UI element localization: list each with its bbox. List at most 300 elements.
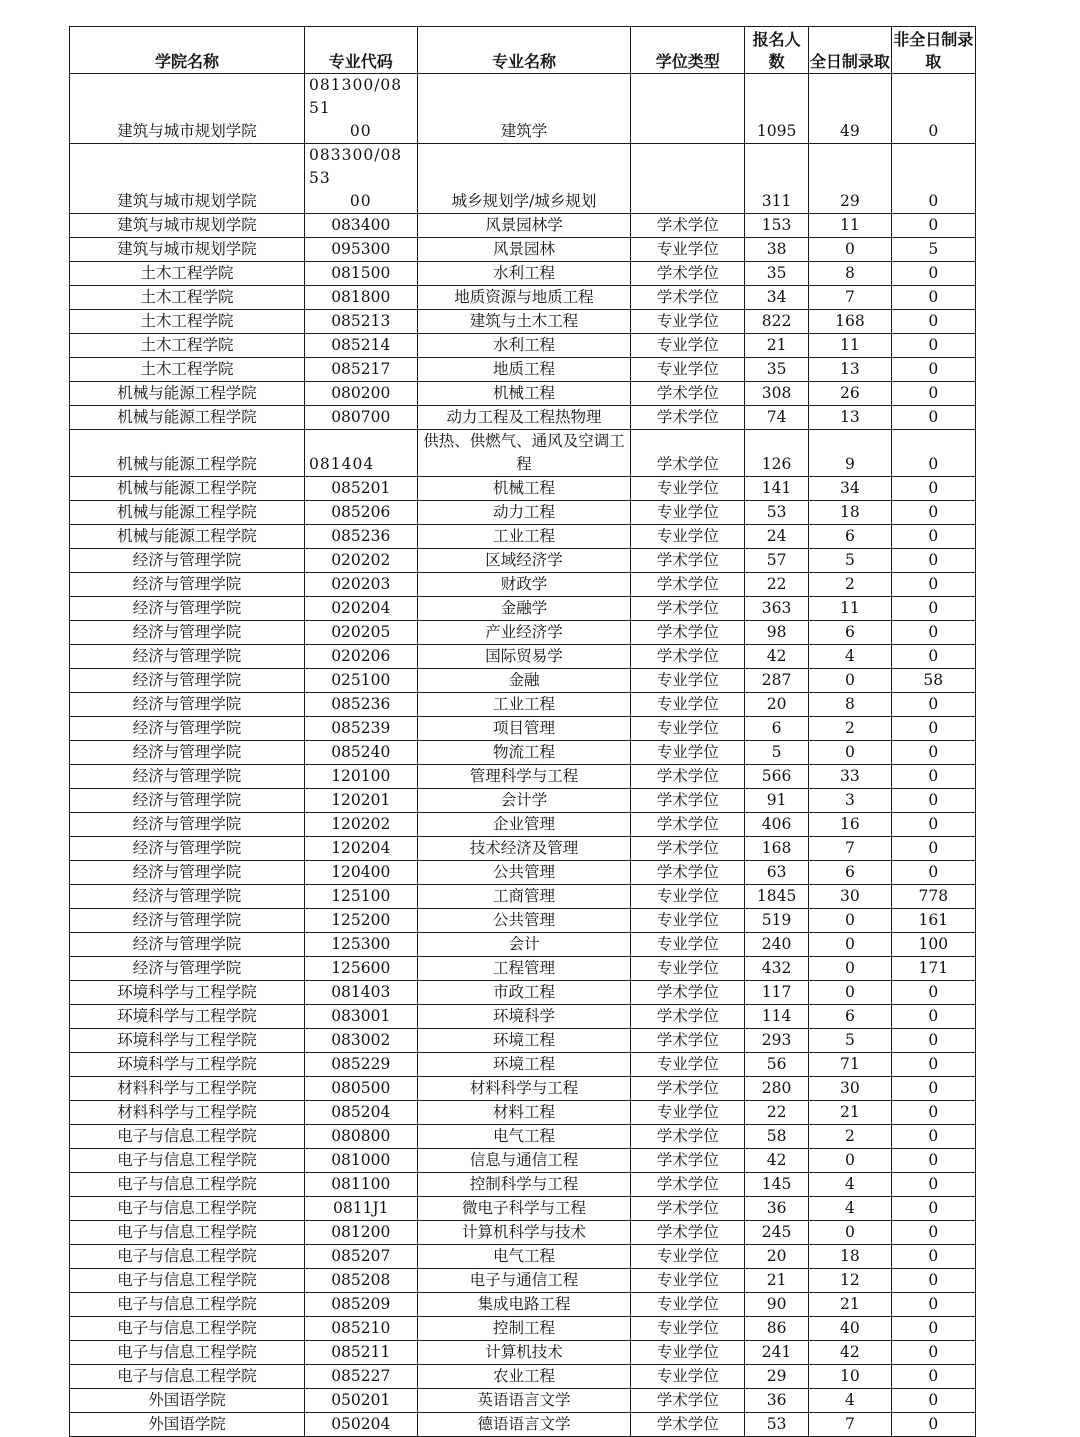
major-name-cell: 国际贸易学 xyxy=(417,645,631,669)
applicants-cell: 126 xyxy=(744,430,808,477)
applicants-cell: 98 xyxy=(744,621,808,645)
parttime-admitted-cell: 0 xyxy=(891,1101,975,1125)
degree-type-cell: 专业学位 xyxy=(631,358,745,382)
major-code-cell: 085229 xyxy=(305,1053,417,1077)
college-cell: 土木工程学院 xyxy=(70,262,305,286)
major-name-cell: 德语语言文学 xyxy=(417,1413,631,1437)
major-name-cell: 技术经济及管理 xyxy=(417,837,631,861)
table-row xyxy=(70,1317,976,1341)
table-row xyxy=(70,477,976,501)
applicants-cell: 519 xyxy=(744,909,808,933)
parttime-admitted-cell: 0 xyxy=(891,74,975,144)
table-row xyxy=(70,1293,976,1317)
parttime-admitted-cell: 0 xyxy=(891,645,975,669)
applicants-cell: 22 xyxy=(744,1101,808,1125)
parttime-admitted-cell: 0 xyxy=(891,1197,975,1221)
parttime-admitted-cell: 0 xyxy=(891,621,975,645)
fulltime-admitted-cell: 42 xyxy=(809,1341,891,1365)
fulltime-admitted-cell: 21 xyxy=(809,1101,891,1125)
major-name-cell: 金融学 xyxy=(417,597,631,621)
table-row xyxy=(70,1269,976,1293)
college-cell: 经济与管理学院 xyxy=(70,837,305,861)
fulltime-admitted-cell: 30 xyxy=(809,885,891,909)
table-row xyxy=(70,525,976,549)
fulltime-admitted-cell: 2 xyxy=(809,717,891,741)
parttime-admitted-cell: 778 xyxy=(891,885,975,909)
major-code-cell: 085240 xyxy=(305,741,417,765)
college-cell: 经济与管理学院 xyxy=(70,957,305,981)
parttime-admitted-cell: 0 xyxy=(891,334,975,358)
degree-type-cell: 学术学位 xyxy=(631,981,745,1005)
parttime-admitted-cell: 100 xyxy=(891,933,975,957)
college-cell: 土木工程学院 xyxy=(70,286,305,310)
fulltime-admitted-cell: 0 xyxy=(809,909,891,933)
table-row xyxy=(70,1389,976,1413)
major-code-cell: 081100 xyxy=(305,1173,417,1197)
applicants-cell: 63 xyxy=(744,861,808,885)
major-code-cell: 085209 xyxy=(305,1293,417,1317)
major-name-cell: 地质工程 xyxy=(417,358,631,382)
header-degree-type: 学位类型 xyxy=(631,27,745,74)
table-row xyxy=(70,501,976,525)
major-name-cell: 电气工程 xyxy=(417,1125,631,1149)
applicants-cell: 114 xyxy=(744,1005,808,1029)
header-major-name: 专业名称 xyxy=(417,27,631,74)
parttime-admitted-cell: 0 xyxy=(891,382,975,406)
degree-type-cell: 学术学位 xyxy=(631,382,745,406)
major-code-cell: 120100 xyxy=(305,765,417,789)
major-name-cell: 建筑与土木工程 xyxy=(417,310,631,334)
major-name-cell: 集成电路工程 xyxy=(417,1293,631,1317)
college-cell: 电子与信息工程学院 xyxy=(70,1365,305,1389)
degree-type-cell: 专业学位 xyxy=(631,477,745,501)
header-major-code: 专业代码 xyxy=(305,27,417,74)
table-row xyxy=(70,286,976,310)
table-row xyxy=(70,621,976,645)
college-cell: 电子与信息工程学院 xyxy=(70,1221,305,1245)
fulltime-admitted-cell: 4 xyxy=(809,1197,891,1221)
major-code-cell: 085208 xyxy=(305,1269,417,1293)
fulltime-admitted-cell: 7 xyxy=(809,1413,891,1437)
college-cell: 建筑与城市规划学院 xyxy=(70,214,305,238)
applicants-cell: 145 xyxy=(744,1173,808,1197)
degree-type-cell: 学术学位 xyxy=(631,573,745,597)
applicants-cell: 90 xyxy=(744,1293,808,1317)
college-cell: 外国语学院 xyxy=(70,1389,305,1413)
major-name-cell: 公共管理 xyxy=(417,909,631,933)
major-code-cell: 085204 xyxy=(305,1101,417,1125)
parttime-admitted-cell: 0 xyxy=(891,214,975,238)
college-cell: 机械与能源工程学院 xyxy=(70,430,305,477)
major-code-cell: 125600 xyxy=(305,957,417,981)
major-name-cell: 机械工程 xyxy=(417,382,631,406)
degree-type-cell: 专业学位 xyxy=(631,909,745,933)
degree-type-cell: 学术学位 xyxy=(631,1005,745,1029)
degree-type-cell: 学术学位 xyxy=(631,1149,745,1173)
fulltime-admitted-cell: 168 xyxy=(809,310,891,334)
major-code-cell: 020202 xyxy=(305,549,417,573)
degree-type-cell: 专业学位 xyxy=(631,310,745,334)
major-name-cell: 农业工程 xyxy=(417,1365,631,1389)
table-row xyxy=(70,885,976,909)
table-row xyxy=(70,1221,976,1245)
fulltime-admitted-cell: 3 xyxy=(809,789,891,813)
major-name-cell: 财政学 xyxy=(417,573,631,597)
table-row xyxy=(70,1029,976,1053)
major-name-cell: 管理科学与工程 xyxy=(417,765,631,789)
major-name-cell: 工业工程 xyxy=(417,693,631,717)
college-cell: 建筑与城市规划学院 xyxy=(70,238,305,262)
major-code-cell: 081403 xyxy=(305,981,417,1005)
table-row xyxy=(70,1245,976,1269)
degree-type-cell: 专业学位 xyxy=(631,1317,745,1341)
fulltime-admitted-cell: 0 xyxy=(809,981,891,1005)
major-code-cell: 085236 xyxy=(305,693,417,717)
college-cell: 机械与能源工程学院 xyxy=(70,501,305,525)
college-cell: 电子与信息工程学院 xyxy=(70,1269,305,1293)
college-cell: 电子与信息工程学院 xyxy=(70,1173,305,1197)
table-row xyxy=(70,669,976,693)
fulltime-admitted-cell: 71 xyxy=(809,1053,891,1077)
fulltime-admitted-cell: 34 xyxy=(809,477,891,501)
parttime-admitted-cell: 0 xyxy=(891,789,975,813)
parttime-admitted-cell: 0 xyxy=(891,1341,975,1365)
fulltime-admitted-cell: 7 xyxy=(809,286,891,310)
major-code-cell: 080800 xyxy=(305,1125,417,1149)
table-row xyxy=(70,1365,976,1389)
table-row xyxy=(70,957,976,981)
major-name-cell: 环境工程 xyxy=(417,1053,631,1077)
applicants-cell: 21 xyxy=(744,1269,808,1293)
applicants-cell: 36 xyxy=(744,1389,808,1413)
fulltime-admitted-cell: 5 xyxy=(809,549,891,573)
college-cell: 经济与管理学院 xyxy=(70,549,305,573)
applicants-cell: 35 xyxy=(744,262,808,286)
major-code-cell: 085210 xyxy=(305,1317,417,1341)
major-name-cell: 环境工程 xyxy=(417,1029,631,1053)
applicants-cell: 406 xyxy=(744,813,808,837)
fulltime-admitted-cell: 8 xyxy=(809,262,891,286)
degree-type-cell: 专业学位 xyxy=(631,1101,745,1125)
degree-type-cell: 学术学位 xyxy=(631,549,745,573)
major-code-cell: 020204 xyxy=(305,597,417,621)
degree-type-cell: 专业学位 xyxy=(631,1053,745,1077)
table-row xyxy=(70,789,976,813)
applicants-cell: 822 xyxy=(744,310,808,334)
major-code-cell: 120201 xyxy=(305,789,417,813)
college-cell: 经济与管理学院 xyxy=(70,645,305,669)
parttime-admitted-cell: 0 xyxy=(891,1125,975,1149)
fulltime-admitted-cell: 49 xyxy=(809,74,891,144)
parttime-admitted-cell: 0 xyxy=(891,813,975,837)
applicants-cell: 53 xyxy=(744,1413,808,1437)
degree-type-cell xyxy=(631,74,745,144)
major-code-cell: 080700 xyxy=(305,406,417,430)
degree-type-cell: 学术学位 xyxy=(631,406,745,430)
college-cell: 经济与管理学院 xyxy=(70,597,305,621)
major-name-cell: 工程管理 xyxy=(417,957,631,981)
major-name-cell: 材料工程 xyxy=(417,1101,631,1125)
college-cell: 经济与管理学院 xyxy=(70,741,305,765)
parttime-admitted-cell: 0 xyxy=(891,144,975,214)
college-cell: 电子与信息工程学院 xyxy=(70,1293,305,1317)
parttime-admitted-cell: 0 xyxy=(891,861,975,885)
parttime-admitted-cell: 161 xyxy=(891,909,975,933)
fulltime-admitted-cell: 6 xyxy=(809,1005,891,1029)
table-row xyxy=(70,549,976,573)
major-code-cell: 081000 xyxy=(305,1149,417,1173)
degree-type-cell: 学术学位 xyxy=(631,430,745,477)
admission-statistics-table xyxy=(69,26,976,1437)
fulltime-admitted-cell: 6 xyxy=(809,621,891,645)
parttime-admitted-cell: 0 xyxy=(891,1317,975,1341)
applicants-cell: 29 xyxy=(744,1365,808,1389)
major-code-cell: 085227 xyxy=(305,1365,417,1389)
parttime-admitted-cell: 0 xyxy=(891,1053,975,1077)
table-row xyxy=(70,597,976,621)
parttime-admitted-cell: 0 xyxy=(891,1389,975,1413)
degree-type-cell: 专业学位 xyxy=(631,693,745,717)
major-name-cell: 工商管理 xyxy=(417,885,631,909)
major-name-cell: 物流工程 xyxy=(417,741,631,765)
major-code-cell: 080500 xyxy=(305,1077,417,1101)
table-row xyxy=(70,1101,976,1125)
fulltime-admitted-cell: 13 xyxy=(809,358,891,382)
college-cell: 环境科学与工程学院 xyxy=(70,1005,305,1029)
table-row xyxy=(70,1341,976,1365)
college-cell: 电子与信息工程学院 xyxy=(70,1125,305,1149)
applicants-cell: 20 xyxy=(744,693,808,717)
table-row xyxy=(70,382,976,406)
fulltime-admitted-cell: 26 xyxy=(809,382,891,406)
major-code-cell: 080200 xyxy=(305,382,417,406)
college-cell: 经济与管理学院 xyxy=(70,861,305,885)
college-cell: 机械与能源工程学院 xyxy=(70,477,305,501)
college-cell: 经济与管理学院 xyxy=(70,933,305,957)
applicants-cell: 57 xyxy=(744,549,808,573)
degree-type-cell: 专业学位 xyxy=(631,741,745,765)
table-row xyxy=(70,645,976,669)
degree-type-cell: 学术学位 xyxy=(631,861,745,885)
applicants-cell: 56 xyxy=(744,1053,808,1077)
degree-type-cell: 学术学位 xyxy=(631,1125,745,1149)
college-cell: 经济与管理学院 xyxy=(70,909,305,933)
major-name-cell: 工业工程 xyxy=(417,525,631,549)
applicants-cell: 21 xyxy=(744,334,808,358)
fulltime-admitted-cell: 4 xyxy=(809,645,891,669)
applicants-cell: 74 xyxy=(744,406,808,430)
table-row xyxy=(70,144,976,214)
table-row xyxy=(70,1413,976,1437)
table-row xyxy=(70,1149,976,1173)
degree-type-cell: 学术学位 xyxy=(631,1029,745,1053)
table-row xyxy=(70,262,976,286)
college-cell: 经济与管理学院 xyxy=(70,885,305,909)
applicants-cell: 36 xyxy=(744,1197,808,1221)
applicants-cell: 293 xyxy=(744,1029,808,1053)
college-cell: 机械与能源工程学院 xyxy=(70,406,305,430)
major-name-cell: 微电子科学与工程 xyxy=(417,1197,631,1221)
applicants-cell: 38 xyxy=(744,238,808,262)
degree-type-cell: 学术学位 xyxy=(631,262,745,286)
major-name-cell: 动力工程 xyxy=(417,501,631,525)
fulltime-admitted-cell: 4 xyxy=(809,1389,891,1413)
applicants-cell: 5 xyxy=(744,741,808,765)
fulltime-admitted-cell: 18 xyxy=(809,1245,891,1269)
applicants-cell: 22 xyxy=(744,573,808,597)
degree-type-cell: 专业学位 xyxy=(631,1341,745,1365)
applicants-cell: 42 xyxy=(744,1149,808,1173)
table-row xyxy=(70,310,976,334)
major-code-cell: 085214 xyxy=(305,334,417,358)
degree-type-cell: 专业学位 xyxy=(631,669,745,693)
applicants-cell: 245 xyxy=(744,1221,808,1245)
fulltime-admitted-cell: 0 xyxy=(809,957,891,981)
major-name-cell: 供热、供燃气、通风及空调工程 xyxy=(417,430,631,477)
fulltime-admitted-cell: 0 xyxy=(809,669,891,693)
parttime-admitted-cell: 0 xyxy=(891,1173,975,1197)
fulltime-admitted-cell: 0 xyxy=(809,238,891,262)
header-fulltime-admitted: 全日制录取 xyxy=(809,27,891,74)
applicants-cell: 34 xyxy=(744,286,808,310)
major-code-cell: 095300 xyxy=(305,238,417,262)
college-cell: 经济与管理学院 xyxy=(70,813,305,837)
table-row xyxy=(70,358,976,382)
college-cell: 材料科学与工程学院 xyxy=(70,1077,305,1101)
fulltime-admitted-cell: 2 xyxy=(809,573,891,597)
table-body xyxy=(70,74,976,1437)
degree-type-cell: 专业学位 xyxy=(631,1293,745,1317)
parttime-admitted-cell: 0 xyxy=(891,1005,975,1029)
college-cell: 材料科学与工程学院 xyxy=(70,1101,305,1125)
fulltime-admitted-cell: 4 xyxy=(809,1173,891,1197)
applicants-cell: 168 xyxy=(744,837,808,861)
applicants-cell: 363 xyxy=(744,597,808,621)
degree-type-cell: 专业学位 xyxy=(631,1269,745,1293)
major-code-cell: 125200 xyxy=(305,909,417,933)
applicants-cell: 35 xyxy=(744,358,808,382)
table-row xyxy=(70,861,976,885)
major-name-cell: 风景园林 xyxy=(417,238,631,262)
fulltime-admitted-cell: 0 xyxy=(809,1149,891,1173)
college-cell: 土木工程学院 xyxy=(70,358,305,382)
college-cell: 经济与管理学院 xyxy=(70,669,305,693)
major-name-cell: 英语语言文学 xyxy=(417,1389,631,1413)
major-code-cell: 083002 xyxy=(305,1029,417,1053)
major-code-cell: 120202 xyxy=(305,813,417,837)
table-row xyxy=(70,813,976,837)
major-code-cell: 050201 xyxy=(305,1389,417,1413)
fulltime-admitted-cell: 16 xyxy=(809,813,891,837)
major-code-cell: 085207 xyxy=(305,1245,417,1269)
fulltime-admitted-cell: 11 xyxy=(809,597,891,621)
major-code-cell: 020205 xyxy=(305,621,417,645)
fulltime-admitted-cell: 40 xyxy=(809,1317,891,1341)
parttime-admitted-cell: 0 xyxy=(891,501,975,525)
applicants-cell: 91 xyxy=(744,789,808,813)
major-code-cell: 085236 xyxy=(305,525,417,549)
table-row xyxy=(70,933,976,957)
parttime-admitted-cell: 0 xyxy=(891,1029,975,1053)
parttime-admitted-cell: 0 xyxy=(891,477,975,501)
college-cell: 经济与管理学院 xyxy=(70,573,305,597)
major-name-cell: 水利工程 xyxy=(417,262,631,286)
fulltime-admitted-cell: 12 xyxy=(809,1269,891,1293)
degree-type-cell: 专业学位 xyxy=(631,933,745,957)
college-cell: 建筑与城市规划学院 xyxy=(70,74,305,144)
parttime-admitted-cell: 0 xyxy=(891,1365,975,1389)
fulltime-admitted-cell: 33 xyxy=(809,765,891,789)
degree-type-cell: 学术学位 xyxy=(631,597,745,621)
major-code-cell: 085201 xyxy=(305,477,417,501)
college-cell: 电子与信息工程学院 xyxy=(70,1245,305,1269)
college-cell: 经济与管理学院 xyxy=(70,621,305,645)
major-name-cell: 信息与通信工程 xyxy=(417,1149,631,1173)
major-code-cell: 085213 xyxy=(305,310,417,334)
parttime-admitted-cell: 0 xyxy=(891,430,975,477)
degree-type-cell xyxy=(631,144,745,214)
table-row xyxy=(70,717,976,741)
fulltime-admitted-cell: 9 xyxy=(809,430,891,477)
fulltime-admitted-cell: 6 xyxy=(809,525,891,549)
table-row xyxy=(70,1053,976,1077)
college-cell: 环境科学与工程学院 xyxy=(70,1029,305,1053)
table-row xyxy=(70,214,976,238)
applicants-cell: 58 xyxy=(744,1125,808,1149)
applicants-cell: 240 xyxy=(744,933,808,957)
degree-type-cell: 专业学位 xyxy=(631,334,745,358)
applicants-cell: 432 xyxy=(744,957,808,981)
major-name-cell: 计算机技术 xyxy=(417,1341,631,1365)
college-cell: 环境科学与工程学院 xyxy=(70,981,305,1005)
parttime-admitted-cell: 0 xyxy=(891,573,975,597)
major-name-cell: 市政工程 xyxy=(417,981,631,1005)
degree-type-cell: 专业学位 xyxy=(631,717,745,741)
fulltime-admitted-cell: 13 xyxy=(809,406,891,430)
table-row xyxy=(70,238,976,262)
fulltime-admitted-cell: 7 xyxy=(809,837,891,861)
parttime-admitted-cell: 0 xyxy=(891,741,975,765)
parttime-admitted-cell: 58 xyxy=(891,669,975,693)
major-code-cell: 020203 xyxy=(305,573,417,597)
table-row xyxy=(70,1005,976,1029)
applicants-cell: 86 xyxy=(744,1317,808,1341)
header-row xyxy=(70,27,976,74)
table-row xyxy=(70,1125,976,1149)
degree-type-cell: 学术学位 xyxy=(631,1413,745,1437)
parttime-admitted-cell: 0 xyxy=(891,525,975,549)
degree-type-cell: 学术学位 xyxy=(631,765,745,789)
applicants-cell: 1845 xyxy=(744,885,808,909)
parttime-admitted-cell: 0 xyxy=(891,286,975,310)
major-name-cell: 电子与通信工程 xyxy=(417,1269,631,1293)
degree-type-cell: 学术学位 xyxy=(631,621,745,645)
table-row xyxy=(70,1173,976,1197)
major-code-cell: 083001 xyxy=(305,1005,417,1029)
major-name-cell: 地质资源与地质工程 xyxy=(417,286,631,310)
fulltime-admitted-cell: 18 xyxy=(809,501,891,525)
major-name-cell: 环境科学 xyxy=(417,1005,631,1029)
fulltime-admitted-cell: 0 xyxy=(809,1221,891,1245)
applicants-cell: 117 xyxy=(744,981,808,1005)
degree-type-cell: 专业学位 xyxy=(631,525,745,549)
table-row xyxy=(70,693,976,717)
college-cell: 电子与信息工程学院 xyxy=(70,1197,305,1221)
parttime-admitted-cell: 0 xyxy=(891,717,975,741)
degree-type-cell: 学术学位 xyxy=(631,1221,745,1245)
college-cell: 电子与信息工程学院 xyxy=(70,1317,305,1341)
degree-type-cell: 专业学位 xyxy=(631,501,745,525)
